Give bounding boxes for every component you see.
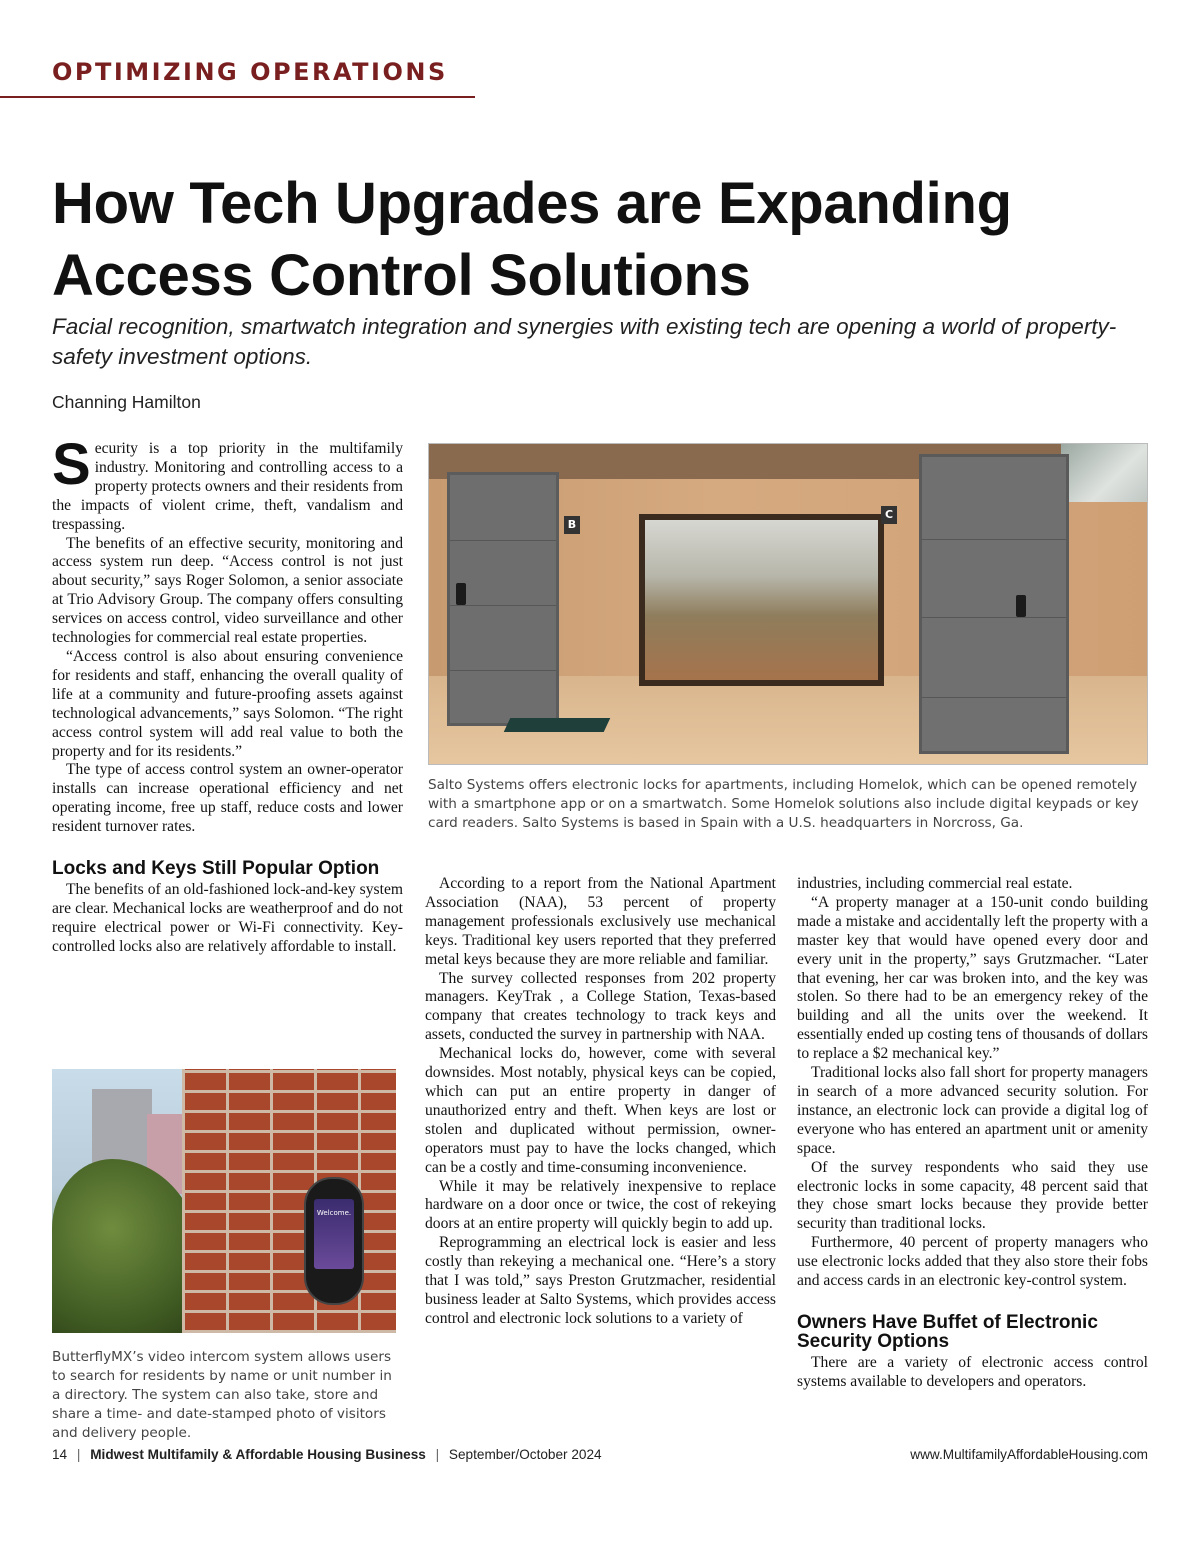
col1-paragraph-5: The benefits of an old-fashioned lock-and-key system are clear. Mechanical locks are weatherproof and do not require electrical power or Wi-Fi connectivity. Key-controlled locks also are relatively affordable to install. [52, 881, 403, 955]
door-panel-line [922, 617, 1066, 618]
col3-paragraph-2: “A property manager at a 150-unit condo building made a mistake and accidentally left the property with a master key that would have opened every door and every unit in the property,” says Grutzmacher. “Later that evening, her car was broken into, and the key was stolen. So there had to be an emergency rekey of the building and all the units over the weekend. It essentially ended up costing tens of thousands of dollars to replace a $2 mechanical key.” [797, 893, 1148, 1063]
headline-line-1: How Tech Upgrades are Expanding [52, 171, 1012, 236]
hallway-photo-caption: Salto Systems offers electronic locks for apartments, including Homelok, which can be opened remotely with a smartphone app or on a smartwatch. Some Homelok solutions also include digital keypads or key card readers. Salto Systems is based in Spain with a U.S. headquarters in Norcross, Ga. [428, 777, 1139, 831]
video-intercom-device [304, 1177, 364, 1305]
column-3 [797, 875, 1148, 1392]
city-view-window [639, 514, 884, 686]
door-panel-line [922, 697, 1066, 698]
page-number: 14 [52, 1447, 68, 1462]
col3-paragraph-1: industries, including commercial real estate. [797, 875, 1073, 892]
publication-name: Midwest Multifamily & Affordable Housing Business [90, 1447, 426, 1462]
smart-lock-icon [1016, 595, 1026, 617]
footer-separator: | [76, 1447, 81, 1462]
col3-paragraph-3: Traditional locks also fall short for property managers in search of a more advanced security solution. For instance, an electronic lock can provide a digital log of everyone who has entered an apartment unit or amenity space. [797, 1064, 1148, 1157]
col2-paragraph-4: While it may be relatively inexpensive to replace hardware on a door once or twice, the cost of rekeying doors at an entire property will quickly begin to add up. [425, 1177, 776, 1233]
intercom-screen [314, 1199, 354, 1269]
col2-paragraph-2: The survey collected responses from 202 property managers. KeyTrak , a College Station, Texas-based company that creates technology to track keys and assets, conducted the survey in partnership with NAA. [425, 969, 776, 1044]
photo-brick-wall [182, 1069, 396, 1333]
section-rule [0, 96, 475, 98]
drop-cap: S [52, 432, 91, 497]
door-c-illustration [919, 454, 1069, 754]
website-url: www.MultifamilyAffordableHousing.com [910, 1447, 1148, 1462]
door-panel-line [450, 605, 556, 606]
door-mat [504, 718, 611, 732]
col1-paragraph-2: The benefits of an effective security, monitoring and access system run deep. “Access control is not just about security,” says Roger Solomon, a senior associate at Trio Advisory Group. The company offers consulting services on access control, video surveillance and other technologies for commercial real estate properties. [52, 534, 403, 647]
intercom-photo-caption: ButterflyMX’s video intercom system allows users to search for residents by name or unit number in a directory. The system can also take, store and share a time- and date-stamped photo of visitors and delivery people. [52, 1349, 392, 1441]
headline [52, 168, 1162, 312]
door-panel-line [450, 540, 556, 541]
col1-paragraph-1: Security is a top priority in the multifamily industry. Monitoring and controlling access to a property protects owners and their residents from the impacts of violent crime, theft, vandalism and trespassing. [52, 432, 403, 533]
door-c-sign: C [881, 506, 897, 524]
headline-line-2: Access Control Solutions [52, 243, 751, 308]
door-b-sign: B [564, 516, 580, 534]
col2-paragraph-5: Reprogramming an electrical lock is easier and less costly than rekeying a mechanical one. “Here’s a story that I was told,” says Preston Grutzmacher, residential business leader at Salto Systems, which provides access control and electronic lock solutions to a variety of [425, 1234, 776, 1327]
col3-paragraph-6: There are a variety of electronic access control systems available to developers and operators. [797, 1353, 1148, 1390]
door-b-illustration [447, 472, 559, 726]
door-panel-line [922, 539, 1066, 540]
door-panel-line [450, 670, 556, 671]
col1-paragraph-3: “Access control is also about ensuring convenience for residents and staff, enhancing the overall quality of life at a community and future-proofing assets against technological advancements,” says Solomon. “The right access control system will add real value to both the property and for its residents.” [52, 647, 403, 760]
byline: Channing Hamilton [52, 392, 201, 412]
col3-paragraph-5: Furthermore, 40 percent of property managers who use electronic locks added that they also store their fobs and access cards in an electronic key-control system. [797, 1234, 1148, 1290]
subhead-electronic-options: Owners Have Buffet of Electronic Security Options [797, 1311, 1098, 1352]
hallway-photo [428, 443, 1148, 765]
intercom-photo [52, 1069, 396, 1333]
footer-separator: | [435, 1447, 440, 1462]
column-2 [425, 875, 776, 1329]
col1-paragraph-4: The type of access control system an owner-operator installs can increase operational efficiency and net operating income, free up staff, reduce costs and lower resident turnover rates. [52, 761, 403, 836]
intercom-welcome-text: Welcome. [316, 1209, 352, 1217]
dek: Facial recognition, smartwatch integration and synergies with existing tech are opening a world of property-safety investment options. [52, 314, 1117, 369]
photo-wall-art [1061, 444, 1148, 502]
smart-lock-icon [456, 583, 466, 605]
section-label: OPTIMIZING OPERATIONS [52, 58, 448, 86]
issue-date: September/October 2024 [448, 1447, 602, 1462]
subhead-locks-and-keys: Locks and Keys Still Popular Option [52, 858, 380, 880]
column-1 [52, 432, 403, 957]
col3-paragraph-4: Of the survey respondents who said they use electronic locks in some capacity, 48 percent said that they chose smart locks because they provide better security than traditional locks. [797, 1158, 1148, 1233]
page-footer [52, 1447, 1148, 1462]
col2-paragraph-1: According to a report from the National Apartment Association (NAA), 53 percent of property management professionals exclusively use mechanical keys. Traditional key users reported that they preferred metal keys because they are more reliable and familiar. [425, 875, 776, 968]
col2-paragraph-3: Mechanical locks do, however, come with several downsides. Most notably, physical keys can be copied, which can put an entire property in danger of unauthorized entry and theft. When keys are lost or stolen and duplicated without permission, owner-operators must pay to have the locks changed, which can be a costly and time-consuming inconvenience. [425, 1045, 776, 1176]
